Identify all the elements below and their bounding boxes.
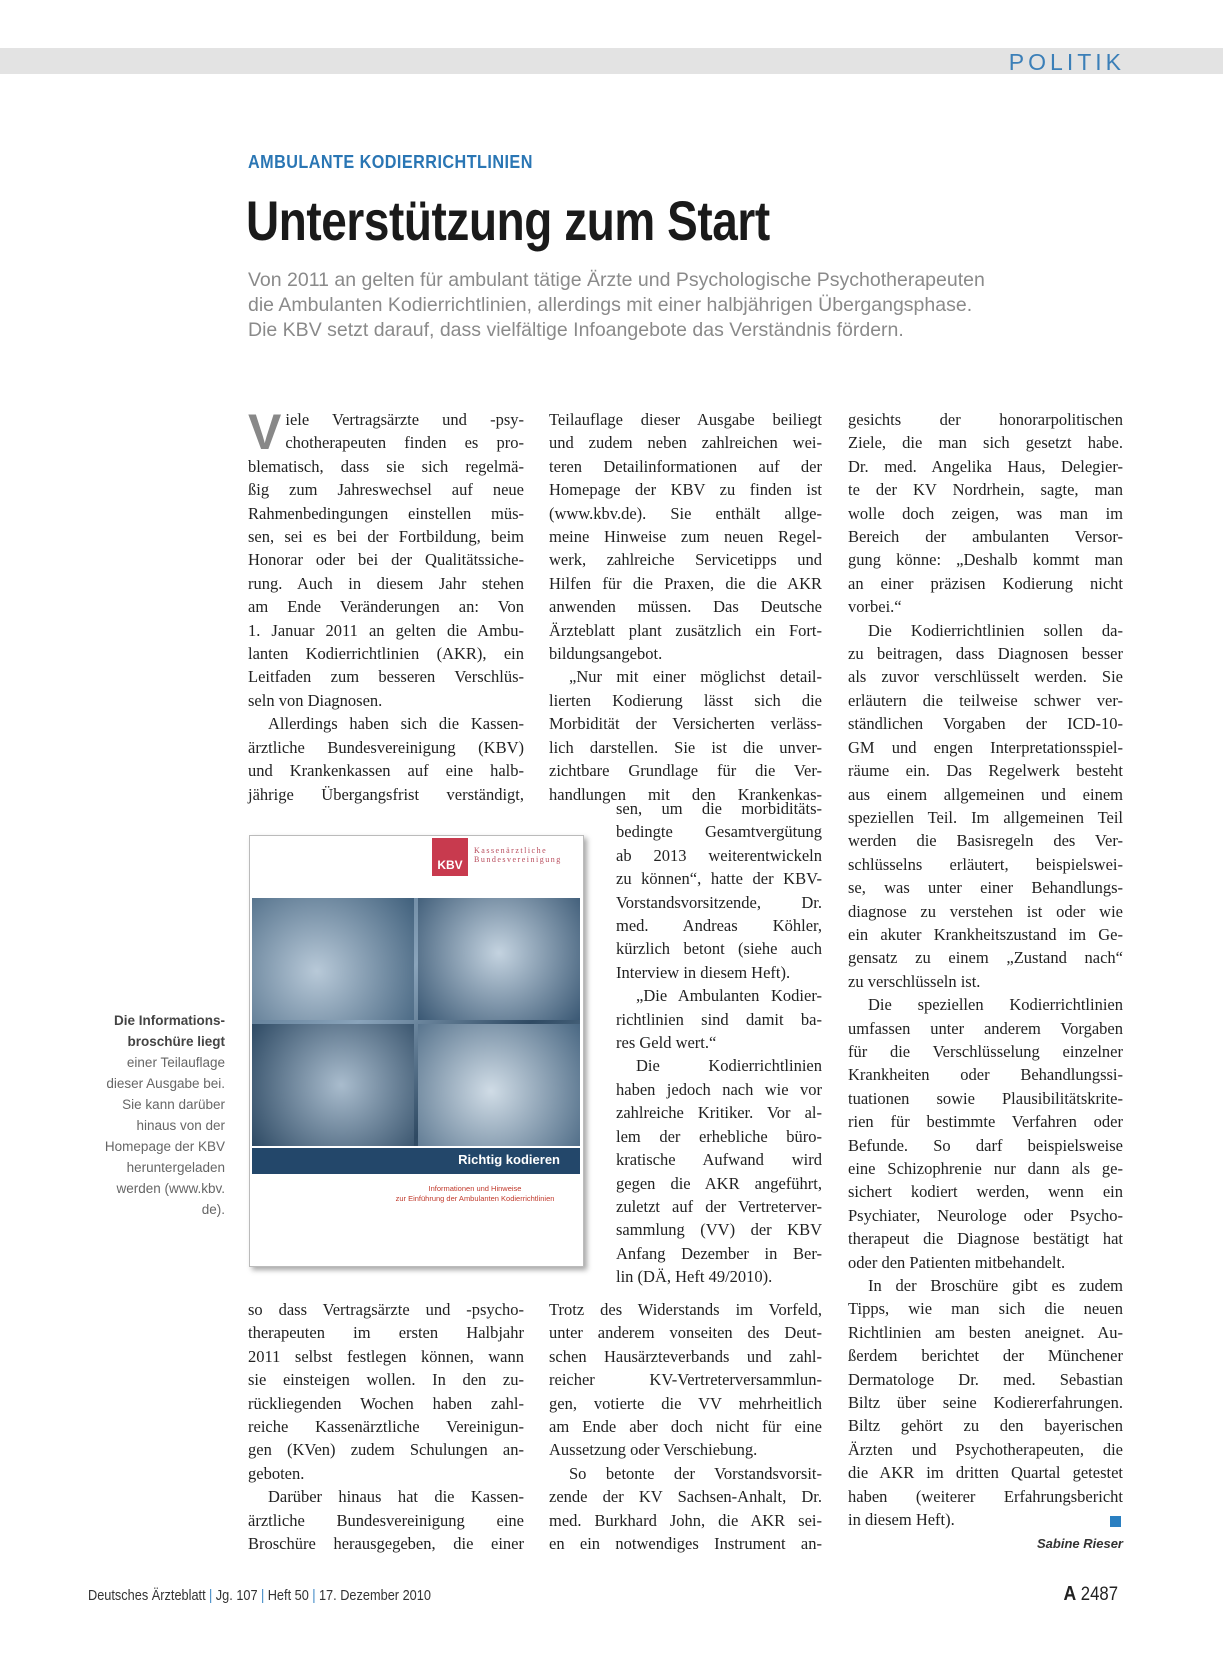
text-line: zu können“, hatte der KBV- bbox=[616, 869, 822, 889]
caption-line: einer Teilauflage bbox=[126, 1055, 225, 1070]
text-line: so dass Vertragsärzte und -psycho- bbox=[248, 1300, 524, 1319]
text-line: sammlung (VV) der KBV bbox=[616, 1220, 822, 1240]
brochure-title: Richtig kodieren bbox=[458, 1152, 560, 1167]
text-line: Darüber hinaus hat die Kassen- bbox=[268, 1487, 524, 1507]
text-line: sichert kodiert werden, wenn ein bbox=[848, 1182, 1123, 1202]
text-line: lich darstellen. Sie ist die unver- bbox=[549, 737, 822, 757]
text-line: med. Burkhard John, die AKR sei- bbox=[549, 1510, 822, 1530]
lead-line: Von 2011 an gelten für ambulant tätige Ärzte und Psychologische Psychotherapeuten bbox=[248, 269, 985, 291]
text-line: und Krankenkassen auf eine halb- bbox=[248, 761, 524, 781]
text-line: Biltz über seine Kodiererfahrungen. bbox=[848, 1393, 1123, 1413]
text-line: schen Hausärzteverbands und zahl- bbox=[549, 1346, 822, 1366]
text-line: te der KV Nordrhein, sagte, man bbox=[848, 480, 1123, 500]
text-line: chotherapeuten finden es pro- bbox=[285, 433, 524, 453]
text-line: „Nur mit einer möglichst detail- bbox=[569, 667, 822, 687]
text-line: umfassen unter anderem Vorgaben bbox=[848, 1018, 1123, 1038]
text-line: blematisch, dass sie sich regelmä- bbox=[248, 456, 524, 476]
text-line: sie einsteigen wollen. In den zu- bbox=[248, 1370, 524, 1390]
journal-issue: Heft 50 bbox=[267, 1587, 309, 1604]
text-line: 2011 selbst festlegen können, wann bbox=[248, 1346, 524, 1366]
page-number bbox=[1063, 1583, 1118, 1606]
text-line: zahlreiche Kritiker. Vor al- bbox=[616, 1103, 822, 1123]
column-2-top bbox=[549, 408, 822, 806]
column-2-bottom bbox=[549, 1298, 822, 1555]
journal-name: Deutsches Ärzteblatt bbox=[88, 1587, 206, 1604]
text-line: Allerdings haben sich die Kassen- bbox=[268, 714, 524, 734]
column-2-middle bbox=[616, 797, 822, 1289]
photo-tile bbox=[252, 1024, 414, 1146]
text-line: Dr. med. Angelika Haus, Delegier- bbox=[848, 456, 1123, 476]
text-line: zu verschlüsseln ist. bbox=[848, 971, 981, 991]
text-line: Aussetzung oder Verschiebung. bbox=[549, 1440, 758, 1460]
text-line: Leitfaden zum besseren Verschlüs- bbox=[248, 667, 524, 687]
text-line: reicher KV-Vertreterversammlun- bbox=[549, 1370, 822, 1390]
text-line: In der Broschüre gibt es zudem bbox=[868, 1276, 1123, 1296]
text-line: gegen die AKR angeführt, bbox=[616, 1173, 822, 1193]
text-line: eine Schizophrenie nur dann als ge- bbox=[848, 1159, 1123, 1178]
text-line: Tipps, wie man sich die neuen bbox=[848, 1299, 1123, 1319]
text-line: reiche Kassenärztliche Vereinigun- bbox=[248, 1417, 524, 1437]
text-line: schlüsselns erläutert, beispielswei- bbox=[848, 854, 1123, 874]
subtitle-line: Informationen und Hinweise bbox=[428, 1184, 522, 1193]
text-line: zende der KV Sachsen-Anhalt, Dr. bbox=[549, 1487, 822, 1507]
text-line: kratische Aufwand wird bbox=[616, 1150, 822, 1170]
photo-tile bbox=[418, 1024, 580, 1146]
text-line: gung könne: „Deshalb kommt man bbox=[848, 550, 1123, 570]
subtitle-line: zur Einführung der Ambulanten Kodierrichtlinien bbox=[395, 1194, 555, 1203]
text-line: therapeut die Diagnose bestätigt hat bbox=[848, 1229, 1123, 1249]
text-line: gesichts der honorarpolitischen bbox=[848, 410, 1123, 429]
text-line: in diesem Heft). bbox=[848, 1510, 955, 1530]
caption-line: heruntergeladen bbox=[126, 1160, 225, 1175]
caption-line: dieser Ausgabe bei. bbox=[106, 1076, 225, 1091]
text-line: lin (DÄ, Heft 49/2010). bbox=[616, 1267, 773, 1287]
text-line: en ein notwendiges Instrument an- bbox=[549, 1534, 822, 1554]
brochure-cover-image bbox=[249, 835, 584, 1267]
org-line: Kassenärztliche bbox=[474, 846, 548, 855]
text-line: geboten. bbox=[248, 1463, 305, 1483]
text-line: Ziele, die man sich gesetzt habe. bbox=[848, 433, 1123, 453]
text-line: Biltz gehört zu den bayerischen bbox=[848, 1416, 1123, 1436]
article-kicker: AMBULANTE KODIERRICHTLINIEN bbox=[248, 152, 533, 172]
section-label: POLITIK bbox=[1008, 49, 1125, 75]
article-title: Unterstützung zum Start bbox=[246, 189, 770, 252]
text-line: für die Verschlüsselung einzelner bbox=[848, 1041, 1123, 1061]
text-line: erläutern die teilweise schwer ver- bbox=[848, 690, 1123, 710]
text-line: rung. Auch in diesem Jahr stehen bbox=[248, 573, 524, 593]
caption-line: Homepage der KBV bbox=[104, 1139, 225, 1154]
text-line: Rahmenbedingungen einstellen müs- bbox=[248, 503, 524, 523]
text-line: gen (KVen) zudem Schulungen an- bbox=[248, 1440, 524, 1460]
text-line: wolle doch zeigen, was man im bbox=[848, 503, 1123, 523]
text-line: meine Hinweise zum neuen Regel- bbox=[549, 527, 822, 547]
brochure-title-bar bbox=[252, 1148, 580, 1174]
text-line: Die speziellen Kodierrichtlinien bbox=[868, 995, 1123, 1015]
text-line: ärztliche Bundesvereinigung eine bbox=[248, 1510, 524, 1530]
text-line: räume ein. Das Regelwerk besteht bbox=[848, 761, 1123, 781]
text-line: ab 2013 weiterentwickeln bbox=[616, 845, 822, 865]
article-lead bbox=[248, 268, 1128, 343]
column-1-bottom bbox=[248, 1298, 524, 1555]
text-line: Anfang Dezember in Ber- bbox=[616, 1243, 822, 1263]
text-line: bedingte Gesamtvergütung bbox=[616, 822, 822, 842]
text-line: res Geld wert.“ bbox=[616, 1033, 717, 1053]
text-line: handlungen mit den Krankenkas- bbox=[549, 784, 822, 804]
column-1-text bbox=[248, 404, 524, 806]
text-line: Morbidität der Versicherten verläss- bbox=[549, 714, 822, 734]
text-line: anwenden müssen. Das Deutsche bbox=[549, 597, 822, 617]
drop-cap: V bbox=[248, 404, 282, 460]
text-line: ständlichen Vorgaben der ICD-10- bbox=[848, 714, 1123, 734]
text-line: Krankheiten oder Behandlungssi- bbox=[848, 1065, 1123, 1085]
text-line: lanten Kodierrichtlinien (AKR), ein bbox=[248, 644, 524, 664]
text-line: 1. Januar 2011 an gelten die Ambu- bbox=[248, 620, 524, 640]
text-line: ßerdem berichtet der Münchener bbox=[848, 1346, 1123, 1366]
text-line: Die Kodierrichtlinien bbox=[636, 1056, 822, 1076]
text-line: aus einem allgemeinen und einem bbox=[848, 784, 1123, 804]
text-line: Homepage der KBV zu finden ist bbox=[549, 480, 822, 500]
text-line: am Ende aber doch nicht für eine bbox=[549, 1417, 822, 1437]
column-1-top bbox=[248, 404, 524, 806]
text-line: ein akuter Krankheitszustand im Ge- bbox=[848, 924, 1123, 944]
text-line: lem der erhebliche büro- bbox=[616, 1126, 822, 1146]
journal-date: 17. Dezember 2010 bbox=[318, 1587, 431, 1604]
text-line: iele Vertragsärzte und -psy- bbox=[285, 410, 524, 429]
text-line: rien für bestimmte Verfahren oder bbox=[848, 1112, 1123, 1132]
brochure-photo-collage bbox=[252, 898, 580, 1146]
lead-line: Die KBV setzt darauf, dass vielfältige Infoangebote das Verständnis fördern. bbox=[248, 319, 904, 341]
text-line: oder den Patienten mitbehandelt. bbox=[848, 1252, 1066, 1272]
text-line: GM und engen Interpretationsspiel- bbox=[848, 737, 1123, 757]
text-line: an einer präzisen Kodierung nicht bbox=[848, 573, 1123, 593]
text-line: zichtbare Grundlage für die Ver- bbox=[549, 761, 822, 781]
text-line: gen, votierte die VV mehrheitlich bbox=[549, 1393, 822, 1413]
text-line: Richtlinien am besten aneignet. Au- bbox=[848, 1322, 1123, 1342]
text-line: richtlinien sind damit ba- bbox=[616, 1009, 822, 1029]
text-line: unter anderem vonseiten des Deut- bbox=[549, 1323, 822, 1343]
kbv-organisation-name bbox=[474, 846, 562, 864]
text-line: se, was unter einer Behandlungs- bbox=[848, 878, 1123, 898]
column-3 bbox=[848, 408, 1123, 1532]
text-line: Trotz des Widerstands im Vorfeld, bbox=[549, 1300, 822, 1319]
caption-line: werden (www.kbv. bbox=[116, 1181, 225, 1196]
text-line: therapeuten im ersten Halbjahr bbox=[248, 1323, 524, 1343]
text-line: Psychiater, Neurologe oder Psycho- bbox=[848, 1205, 1123, 1225]
text-line: Vorstandsvorsitzende, Dr. bbox=[616, 892, 822, 912]
text-line: Bereich der ambulanten Versor- bbox=[848, 527, 1123, 547]
text-line: sen, sei es bei der Fortbildung, beim bbox=[248, 527, 524, 547]
text-line: (www.kbv.de). Sie enthält allge- bbox=[549, 503, 822, 523]
text-line: jährige Übergangsfrist verständigt, bbox=[248, 784, 524, 804]
text-line: Teilauflage dieser Ausgabe beiliegt bbox=[549, 410, 822, 429]
text-line: diagnose zu verstehen ist oder wie bbox=[848, 901, 1123, 921]
text-line: Interview in diesem Heft). bbox=[616, 962, 791, 982]
kbv-logo: KBV bbox=[432, 838, 468, 876]
text-line: sen, um die morbiditäts- bbox=[616, 799, 822, 818]
text-line: ßig zum Jahreswechsel auf neue bbox=[248, 480, 524, 500]
text-line: bildungsangebot. bbox=[549, 644, 663, 664]
text-line: rückliegenden Wochen haben zahl- bbox=[248, 1393, 524, 1413]
brochure-subtitle bbox=[380, 1184, 570, 1204]
caption-line: Sie kann darüber bbox=[122, 1097, 225, 1112]
text-line: zu beitragen, dass Diagnosen besser bbox=[848, 644, 1123, 664]
photo-tile bbox=[418, 898, 580, 1020]
page-prefix: A bbox=[1063, 1583, 1077, 1605]
image-caption bbox=[92, 1010, 225, 1220]
org-line: Bundesvereinigung bbox=[474, 855, 562, 864]
text-line: lierten Kodierung lässt sich die bbox=[549, 690, 822, 710]
text-line: „Die Ambulanten Kodier- bbox=[636, 986, 822, 1006]
text-line: tuationen sowie Plausibilitätskrite- bbox=[848, 1088, 1123, 1108]
photo-tile bbox=[252, 898, 414, 1020]
text-line: So betonte der Vorstandsvorsit- bbox=[569, 1463, 822, 1483]
text-line: haben jedoch nach wie vor bbox=[616, 1079, 822, 1099]
text-line: teren Detailinformationen auf der bbox=[549, 456, 822, 476]
text-line: die AKR im dritten Quartal getestet bbox=[848, 1463, 1123, 1483]
text-line: Honorar oder bei der Qualitätssiche- bbox=[248, 550, 524, 570]
text-line: Broschüre herausgegeben, die einer bbox=[248, 1534, 524, 1554]
text-line: vorbei.“ bbox=[848, 597, 902, 617]
page-number-value: 2487 bbox=[1080, 1584, 1118, 1605]
text-line: am Ende Veränderungen an: Von bbox=[248, 597, 524, 617]
text-line: Hilfen für die Praxen, die die AKR bbox=[549, 573, 822, 593]
text-line: gensatz zu einem „Zustand nach“ bbox=[848, 948, 1123, 968]
text-line: Befunde. So darf beispielsweise bbox=[848, 1135, 1123, 1155]
journal-volume: Jg. 107 bbox=[215, 1587, 258, 1604]
caption-bold-line: broschüre liegt bbox=[127, 1034, 225, 1049]
caption-line: de). bbox=[201, 1202, 225, 1217]
text-line: seln von Diagnosen. bbox=[248, 690, 383, 710]
text-line: Dermatologe Dr. med. Sebastian bbox=[848, 1369, 1123, 1389]
text-line: speziellen Teil. Im allgemeinen Teil bbox=[848, 807, 1123, 827]
text-line: zuletzt auf der Vertreterver- bbox=[616, 1196, 822, 1216]
text-line: werk, zahlreiche Servicetipps und bbox=[549, 550, 822, 570]
text-line: als zuvor verschlüsselt werden. Sie bbox=[848, 667, 1123, 687]
text-line: Ärzten und Psychotherapeuten, die bbox=[848, 1439, 1123, 1459]
text-line: kürzlich betont (siehe auch bbox=[616, 939, 822, 959]
text-line: med. Andreas Köhler, bbox=[616, 916, 822, 936]
caption-line: hinaus von der bbox=[136, 1118, 225, 1133]
lead-line: die Ambulanten Kodierrichtlinien, allerdings mit einer halbjährigen Übergangsphase. bbox=[248, 294, 973, 316]
text-line: werden die Basisregeln des Ver- bbox=[848, 831, 1123, 851]
text-line: Ärzteblatt plant zusätzlich ein Fort- bbox=[549, 620, 822, 640]
text-line: und zudem neben zahlreichen wei- bbox=[549, 433, 822, 453]
end-mark bbox=[1110, 1516, 1121, 1527]
text-line: ärztliche Bundesvereinigung (KBV) bbox=[248, 737, 524, 757]
caption-bold-line: Die Informations- bbox=[113, 1013, 225, 1028]
text-line: Die Kodierrichtlinien sollen da- bbox=[868, 620, 1123, 640]
article-author: Sabine Rieser bbox=[1037, 1536, 1123, 1551]
text-line: haben (weiterer Erfahrungsbericht bbox=[848, 1486, 1123, 1506]
page-footer: Deutsches Ärzteblatt | Jg. 107 | Heft 50 | 17. Dezember 2010 bbox=[88, 1587, 431, 1604]
